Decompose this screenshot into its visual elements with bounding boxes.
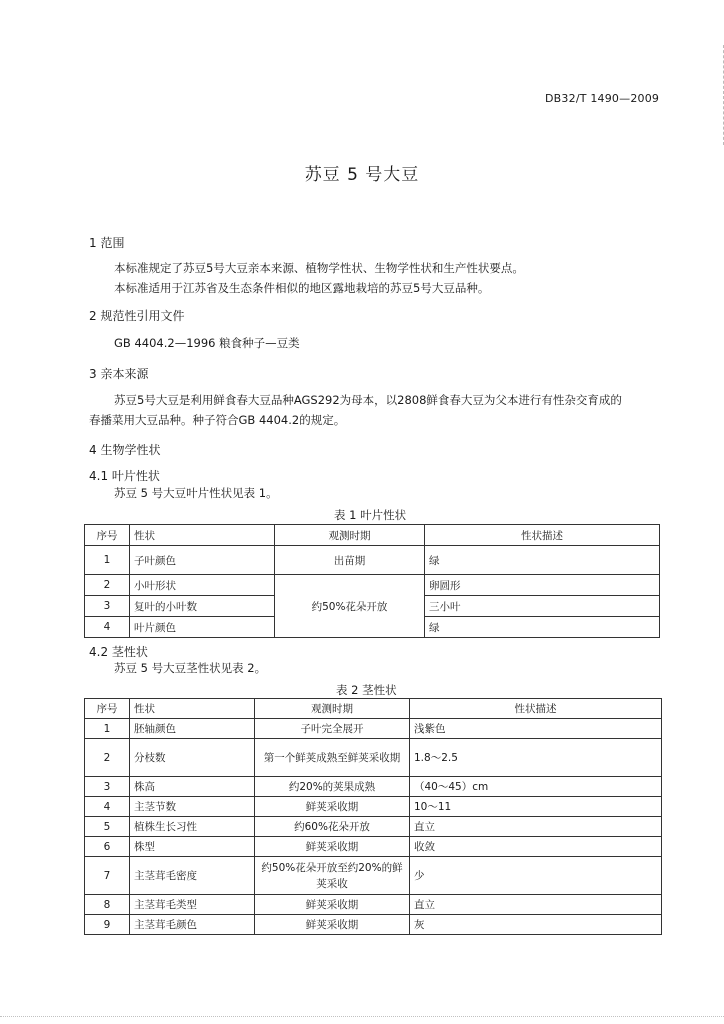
- section-4-2-heading: 4.2 茎性状: [89, 645, 148, 659]
- table-1-cell-trait: 叶片颜色: [130, 617, 275, 638]
- table-1-cell-desc: 三小叶: [425, 596, 660, 617]
- table-1-cell-period: 约50%花朵开放: [275, 575, 425, 638]
- table-2-cell-no: 6: [85, 837, 130, 857]
- section-1-paragraph-1: 本标准规定了苏豆5号大豆亲本来源、植物学性状、生物学性状和生产性状要点。: [114, 261, 524, 275]
- table-2-header-period: 观测时期: [255, 699, 410, 719]
- table-1-cell-desc: 卵圆形: [425, 575, 660, 596]
- document-title: 苏豆 5 号大豆: [304, 165, 420, 185]
- scan-edge-mark: [719, 45, 724, 145]
- section-2-reference: GB 4404.2—1996 粮食种子—豆类: [114, 336, 300, 350]
- table-2-cell-trait: 株高: [130, 777, 255, 797]
- table-2-cell-period: 约50%花朵开放至约20%的鲜荚采收: [255, 857, 410, 895]
- table-1-cell-no: 1: [85, 546, 130, 575]
- section-4-1-paragraph: 苏豆 5 号大豆叶片性状见表 1。: [114, 486, 278, 500]
- table-1-cell-trait: 小叶形状: [130, 575, 275, 596]
- table-row: [85, 817, 662, 837]
- table-2-cell-period: 第一个鲜荚成熟至鲜荚采收期: [255, 739, 410, 777]
- section-3-paragraph-line-1: 苏豆5号大豆是利用鲜食春大豆品种AGS292为母本，以2808鲜食春大豆为父本进行有性杂交育成的: [114, 393, 622, 407]
- table-row: [85, 575, 660, 596]
- section-4-2-paragraph: 苏豆 5 号大豆茎性状见表 2。: [114, 661, 267, 675]
- table-2-cell-trait: 胚轴颜色: [130, 719, 255, 739]
- table-1-cell-trait: 复叶的小叶数: [130, 596, 275, 617]
- table-2-cell-desc: 10～11: [410, 797, 662, 817]
- table-2-cell-no: 5: [85, 817, 130, 837]
- section-2-heading: 2 规范性引用文件: [89, 309, 185, 323]
- table-1-cell-desc: 绿: [425, 617, 660, 638]
- scan-edge-noise: [0, 1016, 724, 1023]
- table-1: [84, 524, 660, 638]
- table-row: [85, 837, 662, 857]
- table-2-caption: 表 2 茎性状: [336, 683, 397, 697]
- table-1-cell-no: 2: [85, 575, 130, 596]
- table-row: [85, 797, 662, 817]
- table-row: [85, 546, 660, 575]
- table-2-cell-no: 4: [85, 797, 130, 817]
- table-2-cell-period: 约60%花朵开放: [255, 817, 410, 837]
- table-row: [85, 719, 662, 739]
- table-1-cell-no: 3: [85, 596, 130, 617]
- table-2-cell-trait: 主茎节数: [130, 797, 255, 817]
- table-2-cell-period: 鲜荚采收期: [255, 797, 410, 817]
- table-1-header-no: 序号: [85, 525, 130, 546]
- table-2-cell-desc: 浅紫色: [410, 719, 662, 739]
- table-2-cell-desc: 收敛: [410, 837, 662, 857]
- table-2-header-no: 序号: [85, 699, 130, 719]
- table-1-cell-trait: 子叶颜色: [130, 546, 275, 575]
- table-2-cell-desc: 少: [410, 857, 662, 895]
- standard-number: DB32/T 1490—2009: [545, 92, 660, 105]
- table-1-header-trait: 性状: [130, 525, 275, 546]
- section-3-paragraph-line-2: 春播菜用大豆品种。种子符合GB 4404.2的规定。: [89, 413, 346, 427]
- table-2-header-trait: 性状: [130, 699, 255, 719]
- table-2-cell-period: 约20%的荚果成熟: [255, 777, 410, 797]
- table-1-caption: 表 1 叶片性状: [334, 508, 407, 522]
- table-2-cell-period: 子叶完全展开: [255, 719, 410, 739]
- table-2-cell-desc: 1.8～2.5: [410, 739, 662, 777]
- table-2-cell-desc: （40～45）cm: [410, 777, 662, 797]
- table-row: [85, 739, 662, 777]
- table-2: [84, 698, 662, 935]
- table-2-cell-desc: 直立: [410, 817, 662, 837]
- table-2-cell-no: 7: [85, 857, 130, 895]
- table-2-cell-no: 8: [85, 895, 130, 915]
- table-2-cell-trait: 植株生长习性: [130, 817, 255, 837]
- table-2-cell-period: 鲜荚采收期: [255, 837, 410, 857]
- table-row: [85, 857, 662, 895]
- table-2-cell-period: 鲜荚采收期: [255, 895, 410, 915]
- table-2-cell-trait: 分枝数: [130, 739, 255, 777]
- table-2-cell-no: 9: [85, 915, 130, 935]
- table-2-header-desc: 性状描述: [410, 699, 662, 719]
- table-2-cell-no: 1: [85, 719, 130, 739]
- table-2-cell-no: 2: [85, 739, 130, 777]
- table-1-cell-period: 出苗期: [275, 546, 425, 575]
- table-2-cell-no: 3: [85, 777, 130, 797]
- table-1-cell-desc: 绿: [425, 546, 660, 575]
- table-2-cell-trait: 株型: [130, 837, 255, 857]
- section-3-heading: 3 亲本来源: [89, 367, 149, 381]
- table-2-cell-trait: 主茎茸毛颜色: [130, 915, 255, 935]
- section-1-heading: 1 范围: [89, 236, 125, 250]
- table-row: [85, 895, 662, 915]
- table-2-cell-desc: 灰: [410, 915, 662, 935]
- table-2-cell-trait: 主茎茸毛密度: [130, 857, 255, 895]
- section-1-paragraph-2: 本标准适用于江苏省及生态条件相似的地区露地栽培的苏豆5号大豆品种。: [114, 281, 490, 295]
- section-4-heading: 4 生物学性状: [89, 443, 161, 457]
- table-1-header-desc: 性状描述: [425, 525, 660, 546]
- table-2-cell-desc: 直立: [410, 895, 662, 915]
- table-2-cell-trait: 主茎茸毛类型: [130, 895, 255, 915]
- table-1-cell-no: 4: [85, 617, 130, 638]
- table-2-cell-period: 鲜荚采收期: [255, 915, 410, 935]
- section-4-1-heading: 4.1 叶片性状: [89, 469, 160, 483]
- table-1-header-period: 观测时期: [275, 525, 425, 546]
- table-row: [85, 915, 662, 935]
- table-row: [85, 777, 662, 797]
